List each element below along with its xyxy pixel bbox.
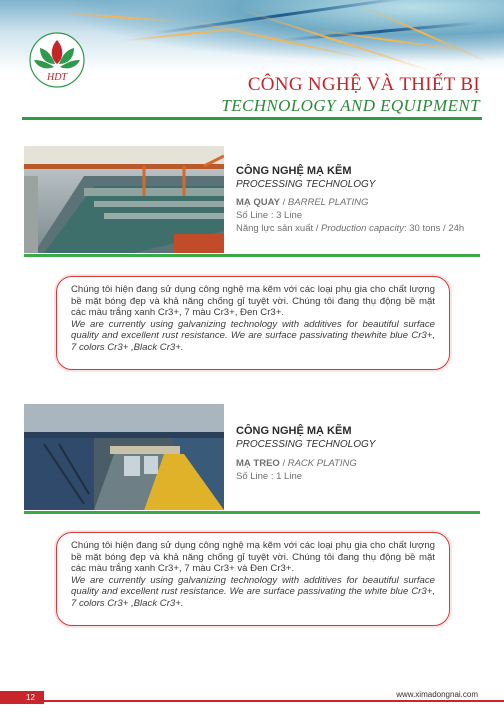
section2-line-count: Số Line : 1 Line [236, 471, 303, 482]
section2-description-en: We are currently using galvanizing technology with additives for beautiful surface quality and excellent rust resistance. We are surface passivating the white blue Cr3+, 7 colors Cr3+ ,Black Cr3+. [71, 574, 435, 609]
section2-plating-type: MẠ TREO / RACK PLATING [236, 458, 357, 469]
page-title-vietnamese: CÔNG NGHỆ VÀ THIẾT BỊ [247, 74, 480, 95]
section1-title: CÔNG NGHỆ MẠ KẼM [236, 165, 352, 177]
section1-plating-type: MẠ QUAY / BARREL PLATING [236, 197, 369, 208]
footer-rule [0, 700, 504, 702]
page-title-english: TECHNOLOGY AND EQUIPMENT [221, 96, 480, 115]
section2-description-vn: Chúng tôi hiện đang sử dụng công nghệ mạ kẽm với các loại phụ gia cho chất lượng bề mặt bóng đẹp và khả năng chống gỉ tuyệt vời. Chúng tôi đang thụ động bề mặt các màu trắng xanh Cr3+, 7 màu Cr3+ và Đen Cr3+. [71, 540, 435, 575]
section1-description-en: We are currently using galvanizing technology with additives for beautiful surface quality and excellent rust resistance. We are surface passivating thewhite blue Cr3+, 7 colors Cr3+ ,Black Cr3+. [71, 318, 435, 353]
company-logo [22, 30, 92, 92]
barrel-plating-line-photo [24, 146, 224, 253]
section1-divider [24, 254, 480, 257]
section2-divider [24, 511, 480, 514]
svg-text:HDT: HDT [46, 72, 68, 83]
section1-capacity: Năng lực sản xuất / Production capacity: 30 tons / 24h [236, 223, 465, 234]
section1-description-vn: Chúng tôi hiện đang sử dụng công nghệ mạ kẽm với các loại phụ gia cho chất lượng bề mặt bóng đẹp và khả năng chống gỉ tuyệt vời. Chúng tôi đang thụ động bề mặt các màu trắng xanh Cr3+, 7 màu Cr3+, Đen Cr3+. [71, 284, 435, 319]
section1-line-count: Số Line : 3 Line [236, 210, 303, 221]
section2-subtitle: PROCESSING TECHNOLOGY [236, 439, 376, 450]
rack-plating-line-photo [24, 404, 224, 510]
section2-description-box [56, 532, 450, 626]
title-divider [22, 117, 482, 120]
section2-title: CÔNG NGHỆ MẠ KẼM [236, 425, 352, 437]
page-number: 12 [0, 691, 44, 704]
website-link[interactable]: www.ximadongnai.com [396, 690, 478, 699]
section1-subtitle: PROCESSING TECHNOLOGY [236, 179, 376, 190]
section1-description-box [56, 276, 450, 370]
